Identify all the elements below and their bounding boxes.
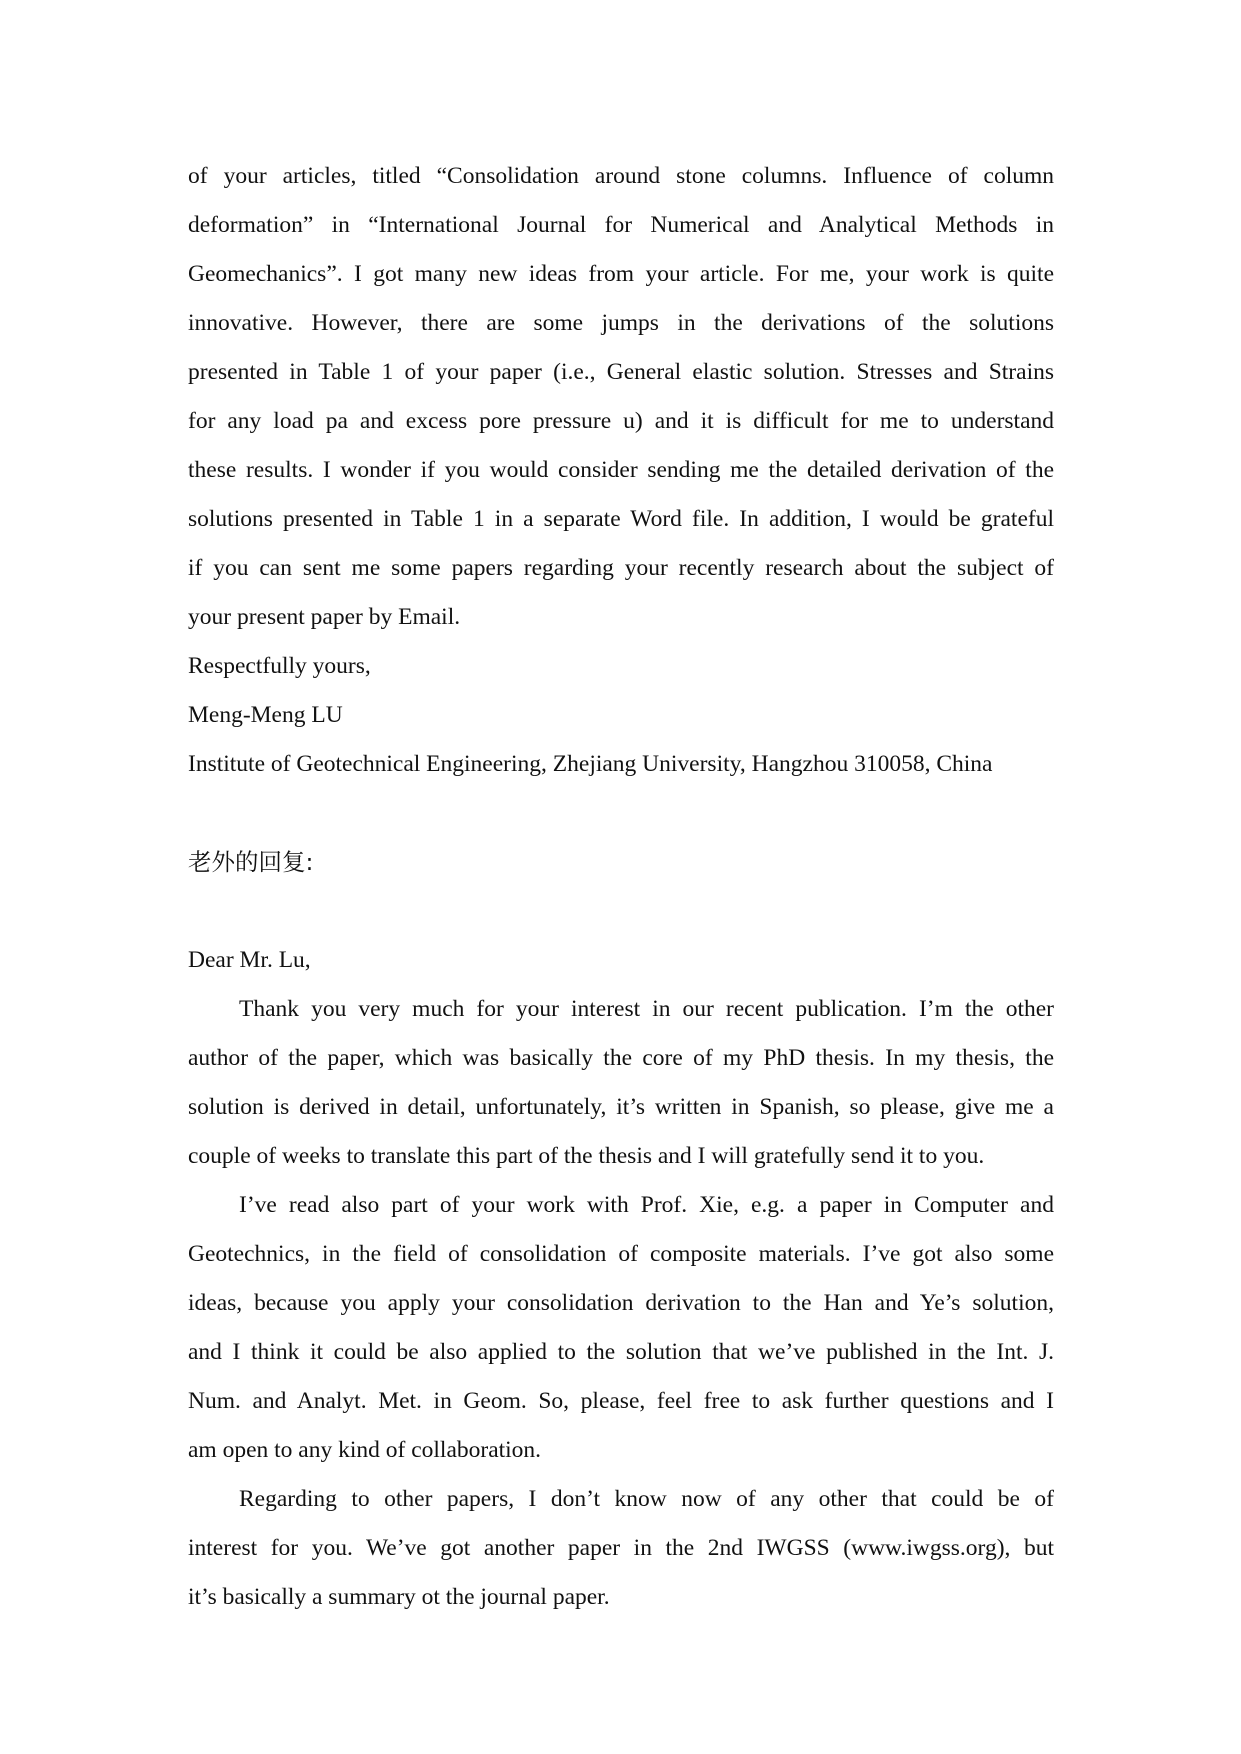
text-line: your present paper by Email.: [188, 604, 461, 630]
text-line: I’ve read also part of your work with Prof. Xie, e.g. a paper in Computer and: [239, 1192, 1054, 1218]
text-line: solution is derived in detail, unfortunately, it’s written in Spanish, so please, give me a: [188, 1094, 1054, 1120]
spacer: [188, 887, 1054, 936]
text-line: Num. and Analyt. Met. in Geom. So, please, feel free to ask further questions and I: [188, 1388, 1054, 1414]
letter-signature: Meng-Meng LU: [188, 702, 343, 728]
reply-paragraph-2: [188, 1181, 1054, 1475]
text-line: it’s basically a summary ot the journal paper.: [188, 1584, 610, 1610]
text-line: author of the paper, which was basically the core of my PhD thesis. In my thesis, the: [188, 1045, 1054, 1071]
letter-paragraph: [188, 152, 1054, 642]
text-line: Geomechanics”. I got many new ideas from your article. For me, your work is quite: [188, 261, 1054, 287]
text-line: Thank you very much for your interest in our recent publication. I’m the other: [239, 996, 1054, 1022]
text-line: if you can sent me some papers regarding your recently research about the subject of: [188, 555, 1054, 581]
letter-closing: Respectfully yours,: [188, 653, 371, 679]
text-line: couple of weeks to translate this part of the thesis and I will gratefully send it to you.: [188, 1143, 985, 1169]
text-line: presented in Table 1 of your paper (i.e., General elastic solution. Stresses and Strains: [188, 359, 1054, 385]
text-line: ideas, because you apply your consolidation derivation to the Han and Ye’s solution,: [188, 1290, 1054, 1316]
reply-salutation: Dear Mr. Lu,: [188, 947, 311, 973]
text-line: interest for you. We’ve got another paper in the 2nd IWGSS (www.iwgss.org), but: [188, 1535, 1054, 1561]
spacer: [188, 789, 1054, 838]
reply-heading: 老外的回复:: [188, 848, 314, 876]
text-line: am open to any kind of collaboration.: [188, 1437, 542, 1463]
text-line: for any load pa and excess pore pressure u) and it is difficult for me to understand: [188, 408, 1054, 434]
text-line: of your articles, titled “Consolidation around stone columns. Influence of column: [188, 163, 1054, 189]
text-line: deformation” in “International Journal for Numerical and Analytical Methods in: [188, 212, 1054, 238]
text-line: Regarding to other papers, I don’t know now of any other that could be of: [239, 1486, 1054, 1512]
text-line: innovative. However, there are some jumps in the derivations of the solutions: [188, 310, 1054, 336]
reply-paragraph-3: [188, 1475, 1054, 1622]
document-body: [188, 152, 1054, 1622]
text-line: solutions presented in Table 1 in a separate Word file. In addition, I would be grateful: [188, 506, 1054, 532]
text-line: and I think it could be also applied to the solution that we’ve published in the Int. J.: [188, 1339, 1054, 1365]
text-line: Geotechnics, in the field of consolidation of composite materials. I’ve got also some: [188, 1241, 1054, 1267]
text-line: these results. I wonder if you would consider sending me the detailed derivation of the: [188, 457, 1054, 483]
reply-paragraph-1: [188, 985, 1054, 1181]
letter-affiliation: Institute of Geotechnical Engineering, Zhejiang University, Hangzhou 310058, China: [188, 751, 993, 777]
